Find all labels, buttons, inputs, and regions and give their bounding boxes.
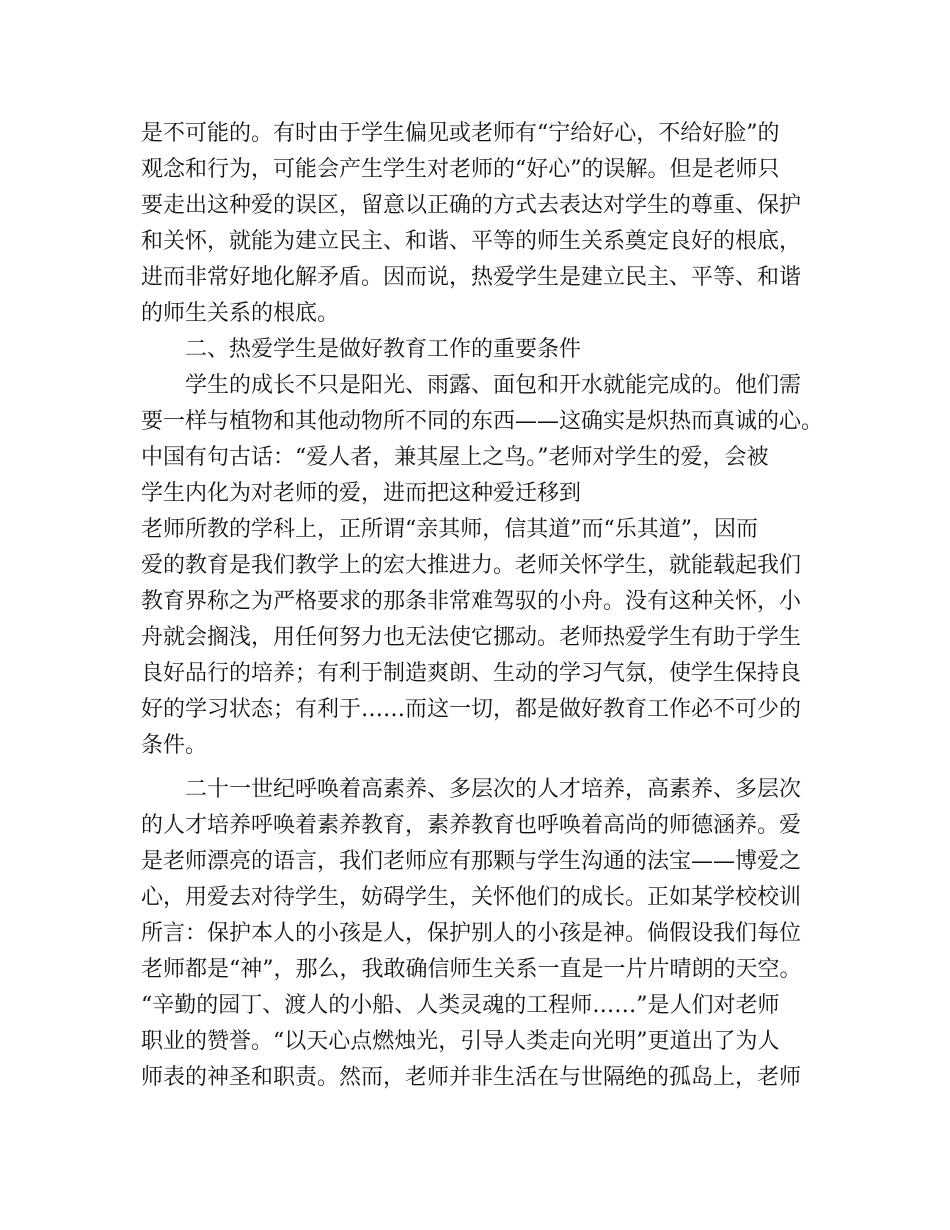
text-line-13: 爱的教育是我们教学上的宏大推进力。老师关怀学生，就能载起我们 — [141, 553, 802, 578]
text-line-3: 要走出这种爱的误区，留意以正确的方式去表达对学生的尊重、保护 — [141, 193, 802, 218]
text-line-5: 进而非常好地化解矛盾。因而说，热爱学生是建立民主、平等、和谐 — [141, 265, 802, 290]
text-line-19: 二十一世纪呼唤着高素养、多层次的人才培养，高素养、多层次 — [185, 777, 802, 802]
text-line-4: 和关怀，就能为建立民主、和谐、平等的师生关系奠定良好的根底， — [141, 229, 802, 254]
text-line-8: 学生的成长不只是阳光、雨露、面包和开水就能完成的。他们需 — [185, 373, 802, 398]
text-line-6: 的师生关系的根底。 — [141, 301, 340, 326]
text-line-1: 是不可能的。有时由于学生偏见或老师有“宁给好心，不给好脸”的 — [141, 121, 780, 146]
text-line-11: 学生内化为对老师的爱，进而把这种爱迁移到 — [141, 481, 582, 506]
text-line-27: 师表的神圣和职责。然而，老师并非生活在与世隔绝的孤岛上，老师 — [141, 1065, 802, 1090]
text-line-15: 舟就会搁浅，用任何努力也无法使它挪动。老师热爱学生有助于学生 — [141, 625, 802, 650]
text-line-20: 的人才培养呼唤着素养教育，素养教育也呼唤着高尚的师德涵养。爱 — [141, 813, 802, 838]
text-line-12: 老师所教的学科上，正所谓“亲其师，信其道”而“乐其道”，因而 — [141, 517, 758, 542]
text-line-22: 心，用爱去对待学生，妨碍学生，关怀他们的成长。正如某学校校训 — [141, 885, 802, 910]
text-line-24: 老师都是“神”，那么，我敢确信师生关系一直是一片片晴朗的天空。 — [141, 957, 802, 982]
text-line-2: 观念和行为，可能会产生学生对老师的“好心”的误解。但是老师只 — [141, 157, 780, 182]
text-line-17: 好的学习状态；有利于……而这一切，都是做好教育工作必不可少的 — [141, 697, 802, 722]
text-line-9: 要一样与植物和其他动物所不同的东西——这确实是炽热而真诚的心。 — [141, 409, 824, 434]
text-line-26: 职业的赞誉。“以天心点燃烛光，引导人类走向光明”更道出了为人 — [141, 1029, 780, 1054]
text-line-14: 教育界称之为严格要求的那条非常难驾驭的小舟。没有这种关怀，小 — [141, 589, 802, 614]
section-heading: 二、热爱学生是做好教育工作的重要条件 — [185, 337, 582, 362]
text-line-18: 条件。 — [141, 733, 208, 758]
text-line-16: 良好品行的培养；有利于制造爽朗、生动的学习气氛，使学生保持良 — [141, 661, 802, 686]
text-line-21: 是老师漂亮的语言，我们老师应有那颗与学生沟通的法宝——博爱之 — [141, 849, 802, 874]
text-line-23: 所言：保护本人的小孩是人，保护别人的小孩是神。倘假设我们每位 — [141, 921, 802, 946]
text-line-10: 中国有句古话：“爱人者，兼其屋上之鸟。”老师对学生的爱，会被 — [141, 445, 769, 470]
text-line-25: “辛勤的园丁、渡人的小船、人类灵魂的工程师……”是人们对老师 — [141, 993, 780, 1018]
